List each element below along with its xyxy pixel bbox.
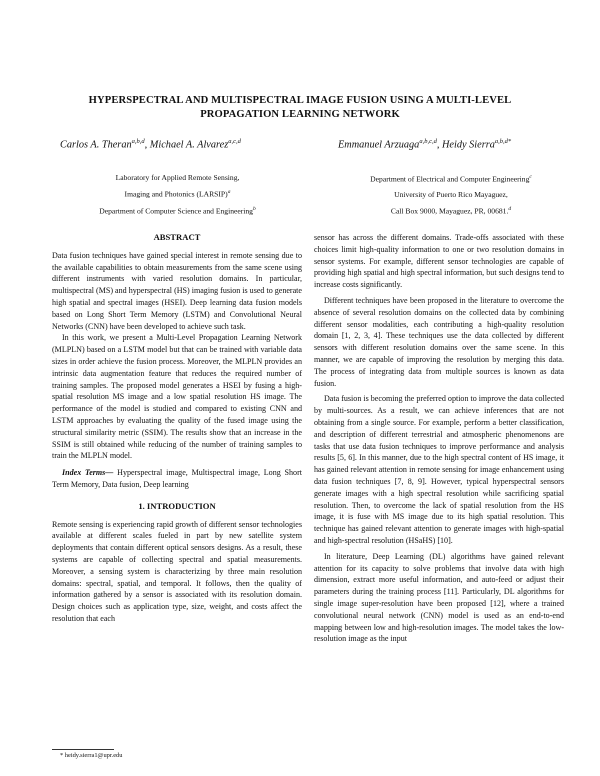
footnote-email: * heidy.sierra1@upr.edu: [60, 752, 123, 759]
affiliation-address-mark: d: [508, 205, 512, 212]
affiliation-dept-cs-mark: b: [252, 205, 256, 212]
author-alvarez-affil: a,c,d: [228, 138, 241, 145]
column-right: [314, 232, 564, 645]
affiliation-right: [322, 170, 580, 218]
intro-paragraph-4: In literature, Deep Learning (DL) algorithms have gained relevant attention for its capacity to solve problems that involve data with high dimension, extract more useful information, and auto-feed or adjust their parameters during the training process [11]. Particularly, DL algorithms for single image super-resolution have been proposed [12], where a trained convolutional neural network (CNN) model is used as an end-to-end mapping between low and high-resolution images. The model takes the low-resolution image as the input: [314, 551, 564, 644]
author-arzuaga-affil: a,b,c,d: [419, 138, 437, 145]
introduction-heading: 1. INTRODUCTION: [138, 500, 216, 511]
intro-paragraph-3: Data fusion is becoming the preferred option to improve the data collected by multi-sources. As a result, we can achieve inferences that are not obtaining from a single source. For example, perform a better classification, and description of different terrestrial and atmospheric phenomenons are tasks that use data fusion techniques to improve performance and analysis results [5, 6]. In this manner, due to the high spectral content of HS image, it has gained relevant attention in remote sensing for image enhancement using data fusion techniques [7, 8, 9]. However, typical hyperspectral sensors generate images with a high spectral resolution while sacrificing spatial resolution. Then, to overcome the lack of spatial resolution from the HS image, it is fuse with MS image due to its high spatial resolution. This technique has gained relevant attention to generate images with high-spatial and high-spectral resolution (HSaHS) [10].: [314, 394, 564, 545]
title-line-1: HYPERSPECTRAL AND MULTISPECTRAL IMAGE FUSION USING A MULTI-LEVEL: [88, 95, 512, 106]
affiliation-address: Call Box 9000, Mayaguez, PR, 00681.$^d$: [390, 205, 512, 216]
intro-paragraph-1: Remote sensing is experiencing rapid growth of different sensor technologies available at different scales fueled in part by new satellite system deployments that contain different optical sensors designs. As a result, these systems are capable of collecting spectral and spatial measurements. Moreover, a sensing system is characterizing by three main resolution domains: spectral, spatial, and temporal. It follows, then the quality of information gathered by a sensor is associated with its resolution domain. Design choices such as application type, size, weight, and costs affect the resolution that each: [52, 519, 302, 623]
corresponding-author-mark: *: [507, 138, 512, 145]
author-separator: ,: [144, 139, 150, 151]
authors-left: [60, 138, 241, 150]
abstract-paragraph-1: Data fusion techniques have gained special interest in remote sensing due to the available capabilities to obtain measurements from the same scene using different instruments with varied resolution domains. In particular, multispectral (MS) and hyperspectral (HS) imaging fusion is used to generate high spatial and spectral images (HSEI). Deep learning data fusion models based on Long Short Term Memory (LSTM) and Convolutional Neural Networks (CNN) have been developed to achieve such task.: [52, 250, 302, 331]
author-separator: ,: [436, 139, 442, 151]
affiliation-university: University of Puerto Rico Mayaguez,: [394, 189, 508, 199]
index-terms: [52, 467, 302, 491]
index-terms-list: Hyperspectral image, Multispectral image, Long Short Term Memory, Data fusion, Deep learning: [52, 468, 302, 489]
author-theran-affil: a,b,d: [131, 138, 145, 145]
author-alvarez: Michael A. Alvarez: [149, 139, 229, 151]
author-sierra-affil: a,b,d: [494, 138, 508, 145]
abstract-paragraph-2: In this work, we present a Multi-Level Propagation Learning Network (MLPLN) based on a LSTM model but that can be trained with variable data sizes in order achieve the fusion process. Moreover, the MLPLN provides an intrinsic data augmentation feature that reduces the required number of training samples. The proposed model generates a HSEI by fusing a high-spatial resolution MS image and a low spatial resolution HS image. The performance of the model is studied and compared to existing CNN and LSTM approaches by evaluating the quality of the fused image using the structural similarity metric (SSIM). The results show that an increase in the SSIM is still obtained while reducing of the number of training samples to train the MLPLN model.: [52, 333, 302, 461]
paper-title: [40, 94, 560, 121]
affiliation-dept-ece: Department of Electrical and Computer Engineering$^c$: [370, 174, 532, 184]
column-left: [52, 232, 302, 625]
footnote-rule: [52, 749, 114, 750]
abstract-heading: ABSTRACT: [153, 232, 201, 242]
affiliation-left: [70, 170, 285, 218]
authors-right: [338, 138, 511, 150]
affiliation-lab-line2: Imaging and Photonics (LARSIP)$^a$: [124, 189, 231, 199]
index-terms-label: Index Terms—: [62, 468, 114, 478]
author-sierra: Heidy Sierra: [442, 139, 495, 151]
intro-paragraph-2: Different techniques have been proposed in the literature to overcome the absence of several resolution domains on the collected data by combining different sensor modalities, each contributing a high-quality resolution domain [1, 2, 3, 4]. These techniques use the data collected by different sensors with different resolution domains over the same scene. In this manner, we are capable of improving the resolution by merging this data. The process of integrating data from multiple sources is known as data fusion.: [314, 295, 564, 388]
intro-paragraph-1-continued: sensor has across the different domains. Trade-offs associated with these choices limit high-quality information to one or two resolution domains in sensor systems. For example, different sensor technologies are capable of providing high spatial and high spectral information, but such designs tend to increase costs significantly.: [314, 233, 564, 290]
author-arzuaga: Emmanuel Arzuaga: [338, 139, 420, 151]
title-line-2: PROPAGATION LEARNING NETWORK: [200, 108, 400, 120]
author-theran: Carlos A. Theran: [60, 139, 132, 151]
affiliation-lab-mark: a: [227, 189, 231, 195]
affiliation-dept-cs: Department of Computer Science and Engineering$^b$: [99, 205, 256, 216]
affiliation-dept-ece-mark: c: [529, 174, 532, 180]
affiliation-lab-line1: Laboratory for Applied Remote Sensing,: [115, 173, 240, 182]
